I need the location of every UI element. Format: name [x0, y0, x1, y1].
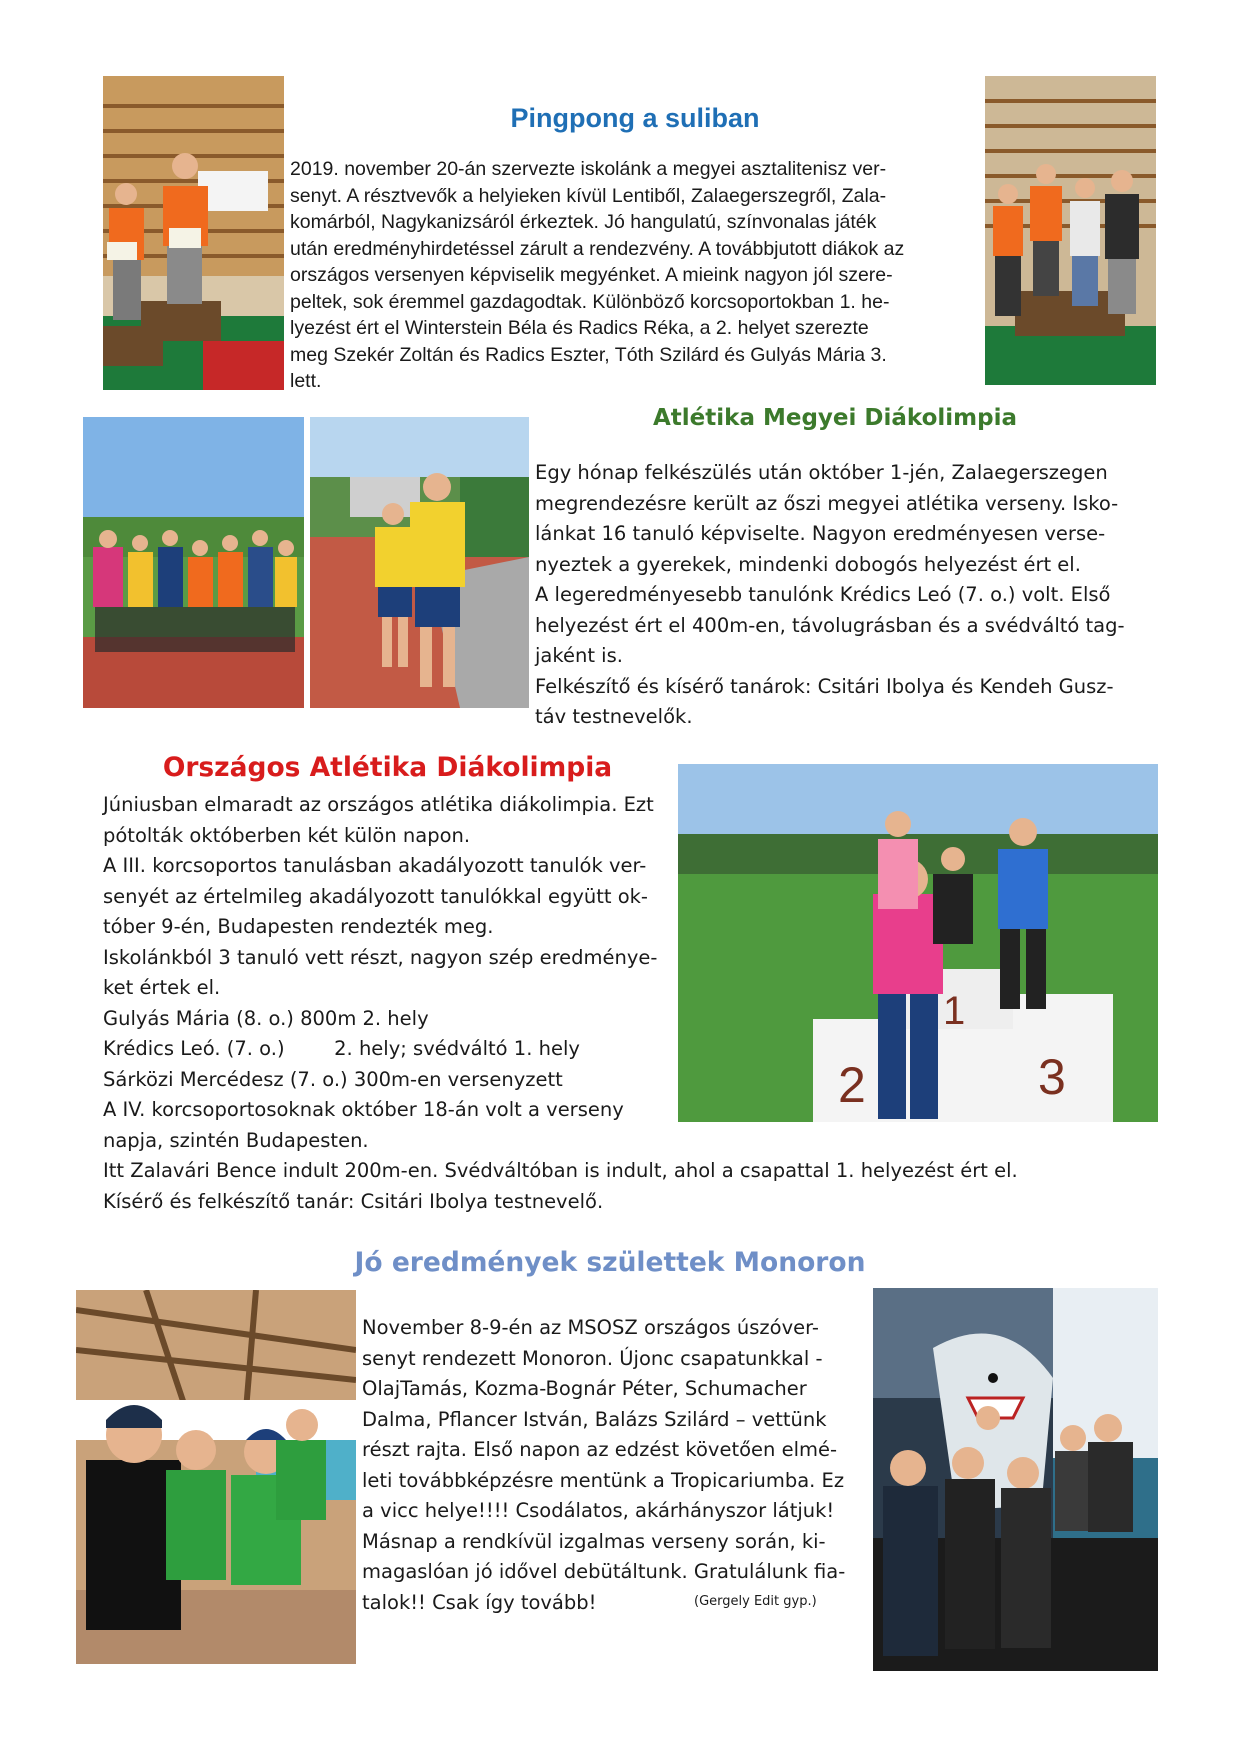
text-line: 2019. november 20-án szervezte iskolánk a megyei asztalitenisz ver- [290, 158, 887, 180]
text-line: Egy hónap felkészülés után október 1-jén, Zalaegerszegen [535, 461, 1108, 484]
text-line: táv testnevelők. [535, 705, 693, 728]
text-line: Felkészítő és kísérő tanárok: Csitári Ibolya és Kendeh Gusz- [535, 674, 1114, 698]
text-line: Itt Zalavári Bence indult 200m-en. Svédváltóban is indult, ahol a csapattal 1. helyezést ért el. [103, 1159, 1018, 1182]
text-line: lyezést ért el Winterstein Béla és Radics Réka, a 2. helyet szerezte [290, 317, 869, 339]
text-line: komárból, Nagykanizsáról érkeztek. Jó hangulatú, színvonalas játék [290, 211, 877, 233]
text-line: Iskolánkból 3 tanuló vett részt, nagyon szép eredménye- [103, 945, 658, 969]
text-line: lánkat 16 tanuló képviselte. Nagyon eredményesen verse- [535, 522, 1106, 545]
text-line: pótolták októberben két külön napon. [103, 823, 471, 847]
photo-podium [678, 764, 1158, 1122]
text-line: Másnap a rendkívül izgalmas verseny során, ki- [362, 1529, 826, 1553]
text-line: után eredményhirdetéssel zárult a rendezvény. A továbbjutott diákok az [290, 237, 905, 260]
text-line: senyt rendezett Monoron. Újonc csapatunkkal - [362, 1346, 823, 1370]
text-line: A legeredményesebb tanulónk Krédics Leó (7. o.) volt. Első [535, 583, 1111, 606]
text-line: Krédics Leó. (7. o.) 2. hely; svédváltó 1. hely [103, 1037, 580, 1060]
text-line: A III. korcsoportos tanulásban akadályozott tanulók ver- [103, 854, 647, 877]
text-line: Gulyás Mária (8. o.) 800m 2. hely [103, 1006, 429, 1030]
text-line: talok!! Csak így tovább! [362, 1590, 597, 1614]
section-body-athletics-county [535, 458, 1155, 733]
section-title-pingpong: Pingpong a suliban [510, 103, 760, 133]
photo-athletics-boys [310, 417, 529, 708]
author-credit: (Gergely Edit gyp.) [694, 1594, 817, 1609]
text-line: helyezést ért el 400m-en, távolugrásban és a svédváltó tag- [535, 613, 1125, 637]
podium-digit-3: 3 [1038, 1049, 1066, 1105]
podium-digit-1: 1 [943, 989, 966, 1033]
text-line: meg Szekér Zoltán és Radics Eszter, Tóth Szilárd és Gulyás Mária 3. [290, 343, 887, 366]
text-line: senyét az értelmileg akadályozott tanulókkal együtt ok- [103, 884, 648, 908]
text-line: Sárközi Mercédesz (7. o.) 300m-en versenyzett [103, 1067, 563, 1091]
text-line: Kísérő és felkészítő tanár: Csitári Ibolya testnevelő. [103, 1189, 604, 1213]
text-line: lett. [290, 370, 322, 392]
text-line: részt rajta. Első napon az edzést követően elmé- [362, 1438, 838, 1461]
section-body-pingpong [290, 156, 962, 395]
photo-tropicarium [873, 1288, 1158, 1671]
photo-pingpong-left [103, 76, 284, 390]
text-line: Júniusban elmaradt az országos atlétika diákolimpia. Ezt [103, 793, 654, 816]
text-line: tóber 9-én, Budapesten rendezték meg. [103, 915, 494, 938]
text-line: A IV. korcsoportosoknak október 18-án volt a verseny [103, 1098, 624, 1121]
text-line: országos versenyen képviselik megyénket. A mieink nagyon jól szere- [290, 264, 893, 286]
text-line: napja, szintén Budapesten. [103, 1128, 369, 1152]
section-body-monor [362, 1313, 867, 1618]
section-title-athletics-national: Országos Atlétika Diákolimpia [162, 752, 613, 783]
text-line: a vicc helye!!!! Csodálatos, akárhányszor látjuk! [362, 1499, 835, 1522]
text-line: ket értek el. [103, 976, 221, 999]
text-line: leti továbbképzésre mentünk a Tropicariumba. Ez [362, 1468, 845, 1492]
photo-swimmers-pool [76, 1290, 356, 1664]
text-line: magaslóan jó idővel debütáltunk. Gratulálunk fia- [362, 1560, 846, 1583]
text-line: jaként is. [535, 644, 623, 667]
section-title-athletics-county: Atlétika Megyei Diákolimpia [653, 405, 1017, 431]
text-line: nyeztek a gyerekek, mindenki dobogós helyezést ért el. [535, 552, 1081, 576]
text-line: peltek, sok éremmel gazdagodtak. Különböző korcsoportokban 1. he- [290, 290, 890, 313]
podium-digit-2: 2 [838, 1057, 866, 1113]
section-title-monor: Jó eredmények születtek Monoron [354, 1247, 866, 1278]
text-line: megrendezésre került az őszi megyei atlétika verseny. Isko- [535, 491, 1119, 515]
photo-pingpong-right [985, 76, 1156, 385]
text-line: senyt. A résztvevők a helyieken kívül Lentiből, Zalaegerszegről, Zala- [290, 184, 887, 207]
text-line: OlajTamás, Kozma-Bognár Péter, Schumacher [362, 1377, 807, 1400]
text-line: Dalma, Pflancer István, Balázs Szilárd – vettünk [362, 1407, 827, 1431]
text-line: November 8-9-én az MSOSZ országos úszóver- [362, 1316, 819, 1339]
photo-athletics-group [83, 417, 304, 708]
